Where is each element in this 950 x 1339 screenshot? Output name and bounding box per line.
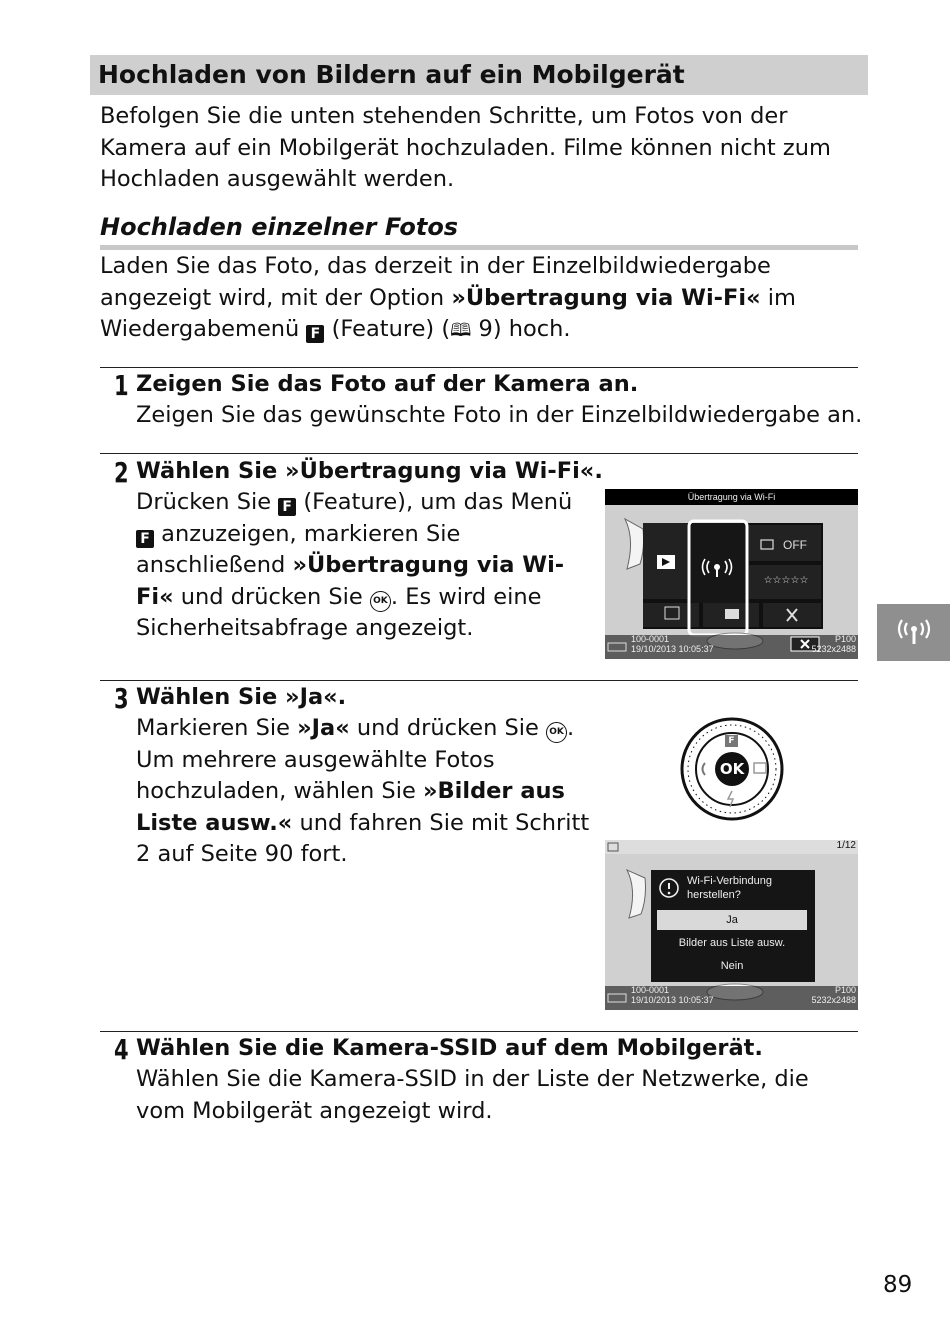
step-title: Wählen Sie »Übertragung via Wi-Fi«. <box>136 458 603 484</box>
page-number: 89 <box>883 1272 913 1298</box>
dialog-option-no[interactable]: Nein <box>720 960 744 972</box>
step-title: Wählen Sie die Kamera-SSID auf dem Mobilgerät. <box>136 1035 763 1061</box>
wifi-chapter-tab <box>877 604 950 661</box>
shooting-mode: P100 <box>834 985 856 995</box>
step-number: 4 <box>114 1033 129 1066</box>
dialog-option-yes[interactable]: Ja <box>726 914 738 926</box>
rating-stars: ☆☆☆☆☆ <box>763 575 809 586</box>
image-counter: 1/12 <box>836 840 856 851</box>
intro-paragraph: Befolgen Sie die unten stehenden Schritte, um Fotos von der Kamera auf ein Mobilgerät hochzuladen. Filme können nicht zum Hochladen ausgewählt werden. <box>100 103 831 192</box>
screen-title: Übertragung via Wi-Fi <box>687 492 776 502</box>
feature-button-icon: F <box>306 325 324 343</box>
step-number: 1 <box>114 369 129 402</box>
page-heading: Hochladen von Bildern auf ein Mobilgerät <box>90 55 868 95</box>
date-time: 19/10/2013 10:05:37 <box>631 995 714 1005</box>
camera-screen-feature-menu <box>605 489 858 659</box>
feature-button-icon: F <box>278 498 296 516</box>
file-number: 100-0001 <box>631 634 670 644</box>
date-time: 19/10/2013 10:05:37 <box>631 644 714 654</box>
step-title: Wählen Sie »Ja«. <box>136 684 347 710</box>
section-heading: Hochladen einzelner Fotos <box>100 210 858 250</box>
step-body: Wählen Sie die Kamera-SSID in der Liste der Netzwerke, die vom Mobilgerät angezeigt wird. <box>136 1066 809 1124</box>
wifi-icon <box>894 617 934 649</box>
step-divider <box>100 367 858 368</box>
step-divider <box>100 1031 858 1032</box>
feature-button-icon: F <box>136 530 154 548</box>
ok-button-label: OK <box>719 760 745 778</box>
image-size: 5232x2488 <box>811 995 856 1005</box>
step-divider <box>100 453 858 454</box>
file-number: 100-0001 <box>631 985 670 995</box>
dialog-option-select-list[interactable]: Bilder aus Liste ausw. <box>678 937 786 949</box>
section-paragraph: Laden Sie das Foto, das derzeit in der Einzelbildwiedergabe angezeigt wird, mit der Option »Übertragung via Wi-Fi« im Wiedergabemenü F (Feature) (🕮 9) hoch. <box>100 251 860 347</box>
step-number: 3 <box>114 682 129 715</box>
book-reference-icon: 🕮 <box>450 320 472 341</box>
step-body: Drücken Sie F (Feature), um das Menü F anzuzeigen, markieren Sie anschließend »Übertragung via Wi-Fi« und drücken Sie OK . Es wird eine Sicherheitsabfrage angezeigt. <box>136 489 573 641</box>
option-name: »Übertragung via Wi-Fi« <box>451 284 761 311</box>
dialog-prompt: Wi-Fi-Verbindung herstellen? <box>687 875 772 901</box>
step-title: Zeigen Sie das Foto auf der Kamera an. <box>136 371 639 397</box>
camera-screen-confirm-dialog <box>605 840 858 1010</box>
step-number: 2 <box>114 456 129 489</box>
step-body: Zeigen Sie das gewünschte Foto in der Einzelbildwiedergabe an. <box>136 402 863 428</box>
image-size: 5232x2488 <box>811 644 856 654</box>
shooting-mode: P100 <box>834 634 856 644</box>
step-body: Markieren Sie »Ja« und drücken Sie OK . Um mehrere ausgewählte Fotos hochzuladen, wählen Sie »Bilder aus Liste ausw.« und fahren Sie mit Schritt 2 auf Seite 90 fort. <box>136 715 590 867</box>
feature-label: F <box>728 736 735 746</box>
step-divider <box>100 680 858 681</box>
multi-selector-dial <box>680 717 784 821</box>
image-protect-value: OFF <box>783 538 807 552</box>
ok-button-icon: OK <box>370 591 391 612</box>
ok-button-icon: OK <box>546 722 567 743</box>
